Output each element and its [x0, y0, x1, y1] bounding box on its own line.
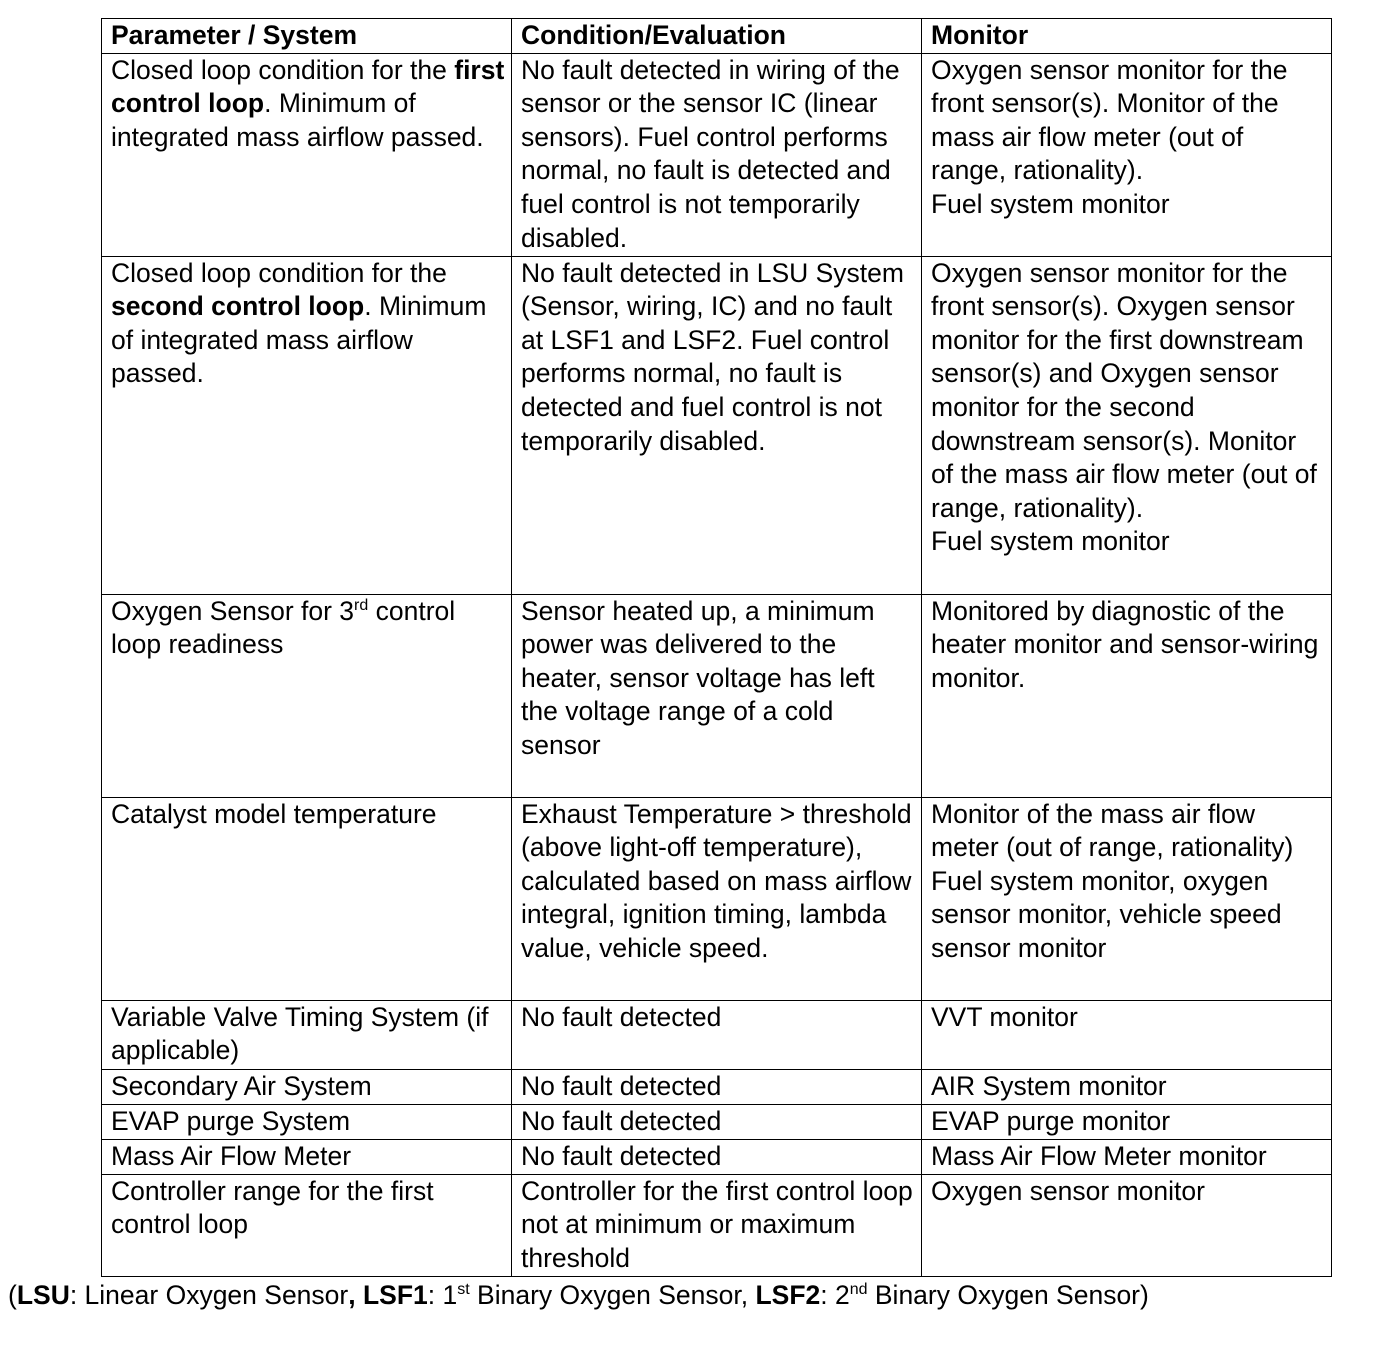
cell-monitor: Mass Air Flow Meter monitor — [922, 1139, 1332, 1174]
cell-condition: No fault detected — [512, 1104, 922, 1139]
table-row — [102, 594, 1332, 797]
cell-parameter: Secondary Air System — [102, 1069, 512, 1104]
superscript: st — [457, 1281, 470, 1298]
superscript: nd — [849, 1281, 868, 1298]
cell-monitor: Oxygen sensor monitor for the front sensor(s). Monitor of the mass air flow meter (out of range, rationality). Fuel system monitor — [922, 53, 1332, 256]
cell-parameter: Closed loop condition for the second control loop. Minimum of integrated mass airflow passed. — [102, 256, 512, 594]
cell-monitor: Monitor of the mass air flow meter (out of range, rationality) Fuel system monitor, oxygen sensor monitor, vehicle speed sensor monitor — [922, 797, 1332, 1000]
cell-parameter: Controller range for the first control loop — [102, 1174, 512, 1276]
abbreviation-footnote: (LSU: Linear Oxygen Sensor, LSF1: 1st Binary Oxygen Sensor, LSF2: 2nd Binary Oxygen Sensor) — [8, 1280, 1149, 1310]
cell-condition: No fault detected — [512, 1139, 922, 1174]
cell-condition: Exhaust Temperature > threshold (above light-off temperature), calculated based on mass airflow integral, ignition timing, lambda value, vehicle speed. — [512, 797, 922, 1000]
abbr-lsu: LSU — [16, 1280, 70, 1310]
cell-monitor: EVAP purge monitor — [922, 1104, 1332, 1139]
cell-parameter: Catalyst model temperature — [102, 797, 512, 1000]
table-row — [102, 1104, 1332, 1139]
bold-term: first control loop — [111, 54, 505, 119]
cell-condition: No fault detected in LSU System (Sensor, wiring, IC) and no fault at LSF1 and LSF2. Fuel control performs normal, no fault is detected and fuel control is not temporarily disabled. — [512, 256, 922, 594]
cell-monitor: VVT monitor — [922, 1000, 1332, 1069]
bold-term: second control loop — [111, 291, 365, 322]
cell-condition: No fault detected — [512, 1000, 922, 1069]
cell-condition: Controller for the first control loop not at minimum or maximum threshold — [512, 1174, 922, 1276]
superscript: rd — [354, 596, 369, 614]
table-row — [102, 256, 1332, 594]
cell-monitor: AIR System monitor — [922, 1069, 1332, 1104]
header-monitor: Monitor — [922, 19, 1332, 54]
table-row — [102, 797, 1332, 1000]
table-row — [102, 1174, 1332, 1276]
cell-parameter: Closed loop condition for the first control loop. Minimum of integrated mass airflow passed. — [102, 53, 512, 256]
table-row — [102, 1000, 1332, 1069]
cell-parameter: Variable Valve Timing System (if applicable) — [102, 1000, 512, 1069]
cell-parameter: Mass Air Flow Meter — [102, 1139, 512, 1174]
cell-parameter: EVAP purge System — [102, 1104, 512, 1139]
header-parameter: Parameter / System — [102, 19, 512, 54]
abbr-lsf2: LSF2 — [755, 1280, 821, 1310]
cell-monitor: Oxygen sensor monitor for the front sensor(s). Oxygen sensor monitor for the first downstream sensor(s) and Oxygen sensor monitor for the second downstream sensor(s). Monitor of the mass air flow meter (out of range, rationality). Fuel system monitor — [922, 256, 1332, 594]
cell-condition: No fault detected in wiring of the sensor or the sensor IC (linear sensors). Fuel control performs normal, no fault is detected and fuel control is not temporarily disabled. — [512, 53, 922, 256]
cell-parameter: Oxygen Sensor for 3rd control loop readiness — [102, 594, 512, 797]
cell-monitor: Monitored by diagnostic of the heater monitor and sensor-wiring monitor. — [922, 594, 1332, 797]
readiness-conditions-table — [101, 18, 1332, 1277]
cell-condition: Sensor heated up, a minimum power was delivered to the heater, sensor voltage has left the voltage range of a cold sensor — [512, 594, 922, 797]
table-row — [102, 1069, 1332, 1104]
cell-monitor: Oxygen sensor monitor — [922, 1174, 1332, 1276]
header-condition: Condition/Evaluation — [512, 19, 922, 54]
cell-condition: No fault detected — [512, 1069, 922, 1104]
table-row — [102, 53, 1332, 256]
table-row — [102, 1139, 1332, 1174]
table-header-row — [102, 19, 1332, 54]
abbr-lsf1: LSF1 — [362, 1280, 428, 1310]
